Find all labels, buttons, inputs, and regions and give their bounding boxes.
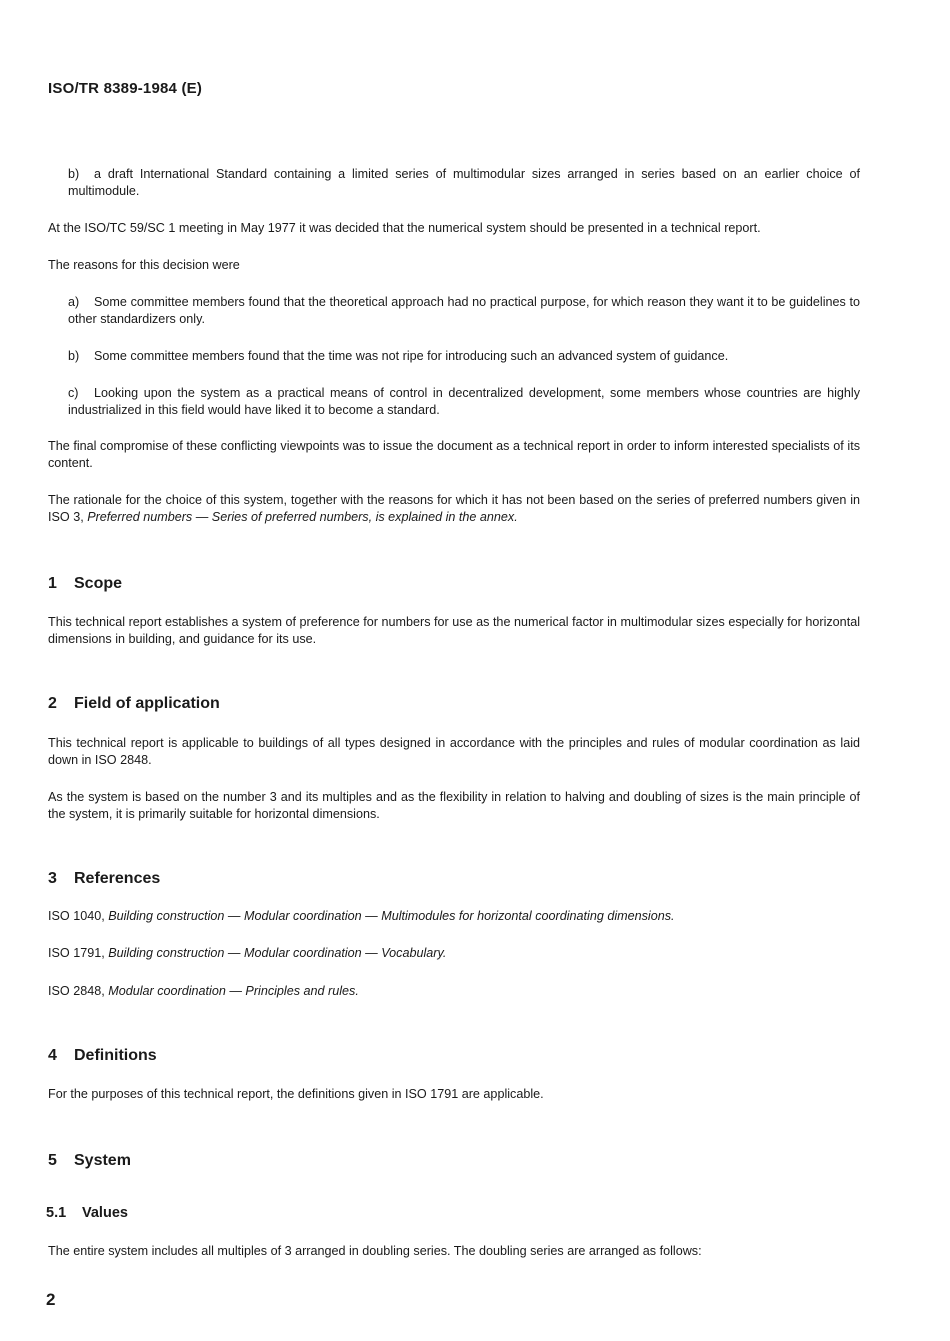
reference-title: Building construction — Modular coordination — Multimodules for horizontal coordinating dimensions.	[108, 909, 675, 923]
list-label: b)	[68, 167, 80, 181]
reference-item	[48, 983, 359, 1000]
reason-item-a	[68, 294, 860, 328]
list-label: c)	[68, 386, 79, 400]
section-title: Definitions	[74, 1047, 157, 1064]
reasons-intro: The reasons for this decision were	[48, 258, 240, 272]
reference-title: Building construction — Modular coordination — Vocabulary.	[108, 946, 447, 960]
field-paragraph-2: As the system is based on the number 3 and its multiples and as the flexibility in relation to halving and doubling of sizes is the main principle of the system, it is primarily suitable for horizontal dimensions.	[48, 790, 860, 821]
document-identifier: ISO/TR 8389-1984 (E)	[48, 80, 203, 97]
section-heading-scope	[48, 575, 122, 593]
reference-code: ISO 2848,	[48, 984, 105, 998]
list-label: a)	[68, 295, 80, 309]
section-number: 2	[48, 695, 57, 712]
section-heading-system	[48, 1152, 131, 1170]
reference-item	[48, 908, 675, 925]
reason-item-c	[68, 385, 860, 419]
compromise-paragraph: The final compromise of these conflicting viewpoints was to issue the document as a technical report in order to inform interested specialists of its content.	[48, 439, 860, 470]
values-paragraph: The entire system includes all multiples of 3 arranged in doubling series. The doubling series are arranged as follows:	[48, 1244, 702, 1258]
section-heading-field	[48, 695, 220, 713]
section-heading-definitions	[48, 1047, 157, 1065]
reason-item-b	[68, 348, 860, 365]
section-number: 5	[48, 1152, 57, 1169]
subsection-heading-values	[46, 1205, 128, 1221]
scope-paragraph: This technical report establishes a system of preference for numbers for use as the numerical factor in multimodular sizes especially for horizontal dimensions in building, and guidance for its use.	[48, 615, 860, 646]
reference-code: ISO 1791,	[48, 946, 105, 960]
section-title: Scope	[74, 575, 123, 592]
list-label: b)	[68, 349, 80, 363]
definitions-paragraph: For the purposes of this technical report, the definitions given in ISO 1791 are applicable.	[48, 1087, 544, 1101]
field-paragraph-1: This technical report is applicable to buildings of all types designed in accordance with the principles and rules of modular coordination as laid down in ISO 2848.	[48, 736, 860, 767]
list-text: Some committee members found that the time was not ripe for introducing such an advanced system of guidance.	[94, 349, 729, 363]
reference-code: ISO 1040,	[48, 909, 105, 923]
section-title: References	[74, 870, 161, 887]
rationale-text: The rationale for the choice of this system, together with the reasons for which it has not been based on the series of preferred numbers given in ISO 3,	[48, 493, 860, 524]
reference-item	[48, 945, 446, 962]
intro-item-b	[68, 166, 860, 200]
section-heading-references	[48, 870, 160, 888]
section-number: 1	[48, 575, 57, 592]
section-title: System	[74, 1152, 131, 1169]
subsection-number: 5.1	[46, 1205, 67, 1221]
rationale-italic: Preferred numbers — Series of preferred numbers, is explained in the annex.	[87, 510, 518, 524]
list-text: Some committee members found that the theoretical approach had no practical purpose, for which reason they want it to be guidelines to other standardizers only.	[68, 295, 860, 326]
rationale-paragraph	[48, 492, 860, 526]
reference-title: Modular coordination — Principles and rules.	[108, 984, 359, 998]
page-number: 2	[46, 1290, 56, 1309]
section-number: 3	[48, 870, 57, 887]
meeting-paragraph: At the ISO/TC 59/SC 1 meeting in May 1977 it was decided that the numerical system should be presented in a technical report.	[48, 221, 761, 235]
section-title: Field of application	[74, 695, 220, 712]
subsection-title: Values	[82, 1205, 128, 1221]
section-number: 4	[48, 1047, 57, 1064]
list-text: a draft International Standard containing a limited series of multimodular sizes arranged in series based on an earlier choice of multimodule.	[68, 167, 860, 198]
list-text: Looking upon the system as a practical means of control in decentralized development, some members whose countries are highly industrialized in this field would have liked it to become a standard.	[68, 386, 860, 417]
